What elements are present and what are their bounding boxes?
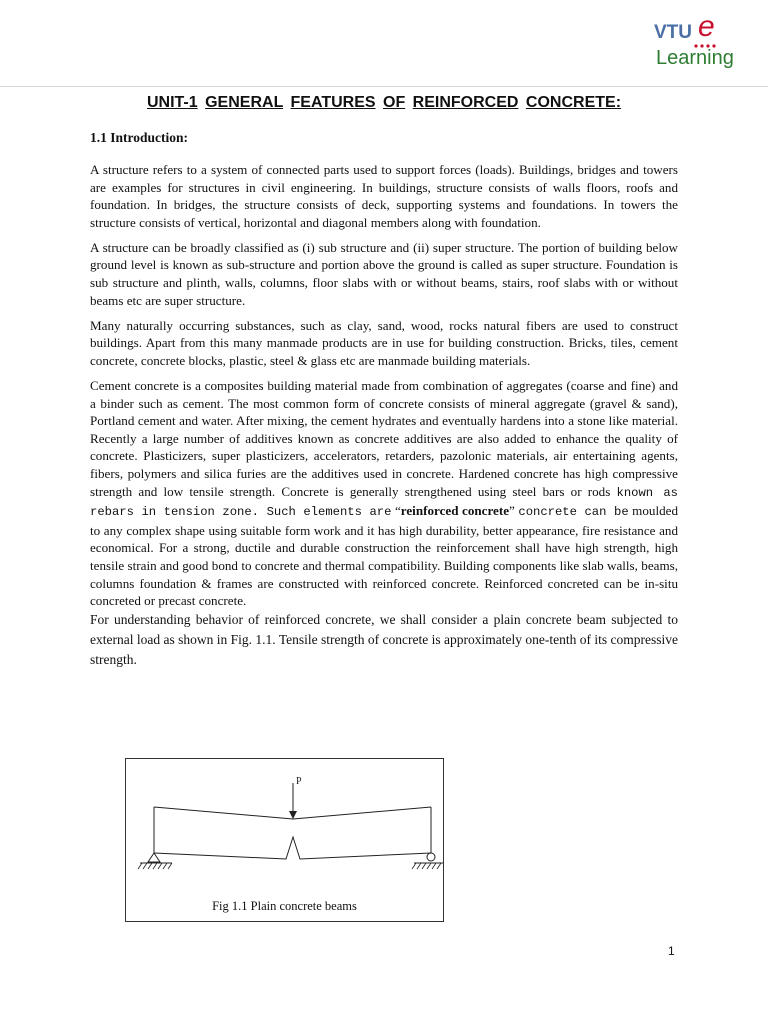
title-word: CONCRETE: (525, 94, 622, 111)
logo-e-letter: e (698, 10, 715, 43)
figure-caption: Fig 1.1 Plain concrete beams (212, 899, 357, 913)
paragraph-1: A structure refers to a system of connected parts used to support forces (loads). Buildings, bridges and towers are examples for structures in civil engineering. In buildings, structure consists of walls floors, roofs and foundation. In bridges, the structure consists of deck, supporting systems and foundations. In towers the structure consists of vertical, horizontal and diagonal members along with foundation. (90, 162, 678, 230)
load-arrow-head (289, 811, 297, 819)
paragraph-2: A structure can be broadly classified as (i) sub structure and (ii) super structure. The portion of building below ground level is known as sub-structure and portion above the ground is called as super structure. Foundation is sub structure and plinth, walls, columns, floor slabs with or without beams, stairs, roof slabs with or without beams etc are super structure. (90, 239, 678, 308)
page-number: 1 (668, 944, 675, 958)
ground-hatch-right (412, 863, 441, 869)
section-heading: 1.1 Introduction: (90, 130, 189, 145)
title-word: UNIT-1 (146, 94, 198, 111)
title-word: OF (383, 94, 406, 111)
vtu-elearning-logo-icon (640, 8, 752, 72)
page-title (0, 94, 768, 112)
paragraph-4-text-2: moulded to any complex shape using suitable form work and it has high durability, better appearance, fire resistance and economical. For a strong, ductile and durable construction the reinforcement shall have high strength, high tensile strain and good bond to concrete and thermal compatibility. Building components like slab walls, beams, columns foundation & frames are constructed with reinforced concrete. Reinforced concreted can be in-situ concreted or precast concrete. (90, 503, 678, 609)
figure-plain-concrete-beam (125, 758, 444, 922)
reinforced-concrete-term: reinforced concrete (400, 503, 510, 519)
beam-bottom-edge-crack (154, 837, 431, 859)
paragraph-5: For understanding behavior of reinforced concrete, we shall consider a plain concrete beam subjected to external load as shown in Fig. 1.1. Tensile strength of concrete is approximately one-tenth of its compressive strength. (90, 611, 678, 667)
title-word: FEATURES (290, 94, 376, 111)
pin-support (148, 853, 160, 862)
beam-diagram (126, 759, 443, 921)
vtu-elearning-logo (640, 8, 752, 72)
header-divider (0, 86, 768, 87)
logo-vtu-text: VTU (654, 22, 692, 43)
ground-hatch-left (138, 863, 172, 869)
paragraph-4-text: Cement concrete is a composites building material made from combination of aggregates (coarse and fine) and a binder such as cement. The most common form of concrete consists of mineral aggregate (gravel & sand), Portland cement and water. After mixing, the cement hydrates and eventually hardens into a stone like material. Recently a large number of additives known as concrete additives are also added to enhance the quality of concrete. Plasticizers, super plasticizers, accelerators, retarders, pazolonic materials, air entertaining agents, fibers, polymers and silica furies are the additives used in concrete. Hardened concrete has high compressive strength and low tensile strength. Concrete is generally strengthened using steel bars or rods (90, 378, 678, 499)
title-word: REINFORCED (412, 94, 519, 111)
roller-support (427, 853, 435, 861)
load-label: P (296, 776, 302, 787)
paragraph-4-mono-text-2: concrete can be (518, 505, 629, 520)
paragraph-4 (90, 377, 678, 610)
logo-learning-text: Learning (656, 47, 734, 69)
title-word: GENERAL (205, 94, 284, 111)
quote-close: ” (509, 503, 519, 519)
quote-open: “ (391, 503, 401, 519)
paragraph-3: Many naturally occurring substances, such as clay, sand, wood, rocks natural fibers are used to construct buildings. Apart from this many manmade products are in use for building construction. Bricks, tiles, cement concrete, concrete blocks, plastic, steel & glass etc are manmade building materials. (90, 317, 678, 368)
body-text (90, 161, 678, 677)
paragraph-4-mono-text: known as rebars in tension zone. Such elements are (90, 485, 678, 520)
